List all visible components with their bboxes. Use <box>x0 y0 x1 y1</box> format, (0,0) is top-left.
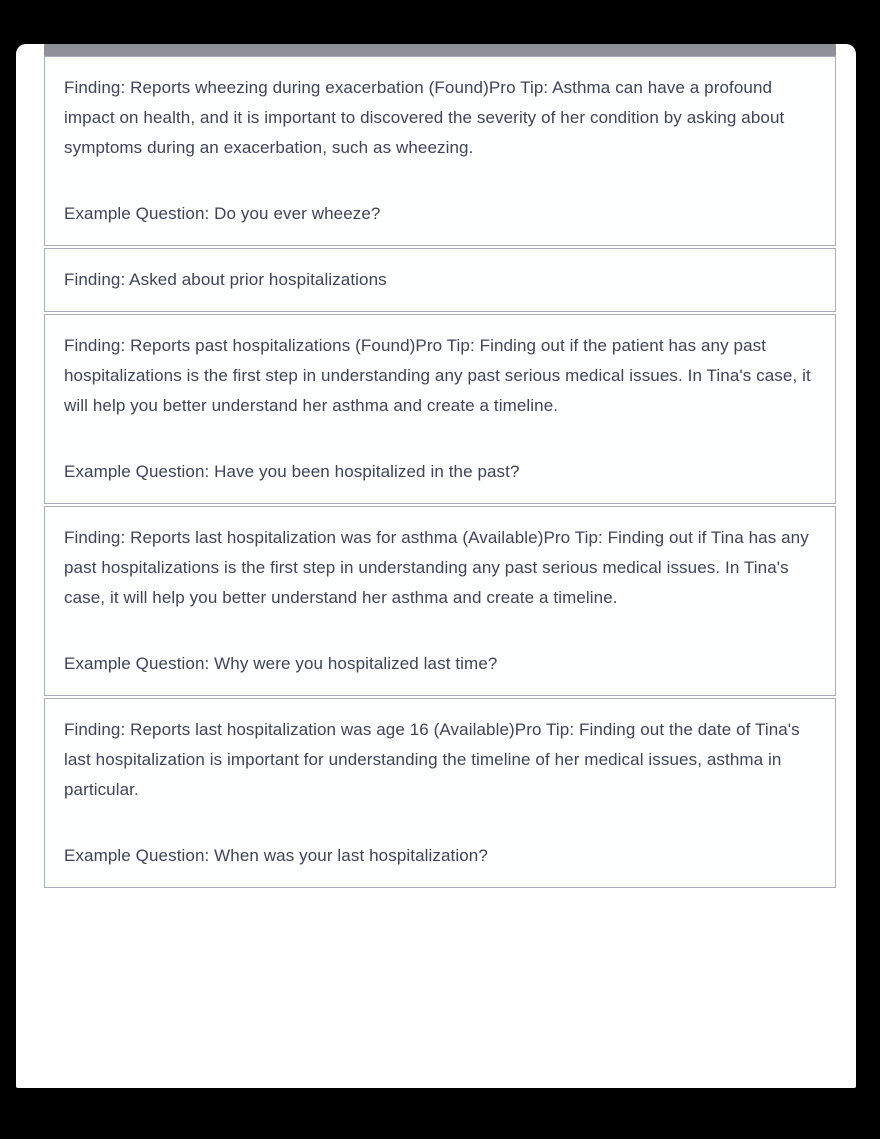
example-question-text: Example Question: Do you ever wheeze? <box>64 204 381 223</box>
example-question-text: Example Question: When was your last hospitalization? <box>64 846 488 865</box>
finding-text: Finding: Reports wheezing during exacerbation (Found)Pro Tip: Asthma can have a profound impact on health, and it is important to discovered the severity of her condition by asking about symptoms during an exacerbation, such as wheezing. <box>64 78 785 157</box>
finding-text: Finding: Reports past hospitalizations (Found)Pro Tip: Finding out if the patient has any past hospitalizations is the first step in understanding any past serious medical issues. In Tina's case, it will help you better understand her asthma and create a timeline. <box>64 336 811 415</box>
finding-text: Finding: Reports last hospitalization was for asthma (Available)Pro Tip: Finding out if Tina has any past hospitalizations is the first step in understanding any past serious medical issues. In Tina's case, it will help you better understand her asthma and create a timeline. <box>64 528 809 607</box>
finding-card <box>44 698 836 888</box>
example-question-text: Example Question: Have you been hospitalized in the past? <box>64 462 520 481</box>
finding-card <box>44 248 836 312</box>
example-question-text: Example Question: Why were you hospitalized last time? <box>64 654 498 673</box>
document-page <box>16 44 856 1088</box>
finding-card <box>44 506 836 696</box>
cutoff-header-bar <box>44 44 836 56</box>
finding-card <box>44 314 836 504</box>
finding-text: Finding: Asked about prior hospitalizations <box>64 270 387 289</box>
findings-list <box>44 56 836 890</box>
finding-text: Finding: Reports last hospitalization was age 16 (Available)Pro Tip: Finding out the date of Tina's last hospitalization is important for understanding the timeline of her medical issues, asthma in particular. <box>64 720 800 799</box>
finding-card <box>44 56 836 246</box>
